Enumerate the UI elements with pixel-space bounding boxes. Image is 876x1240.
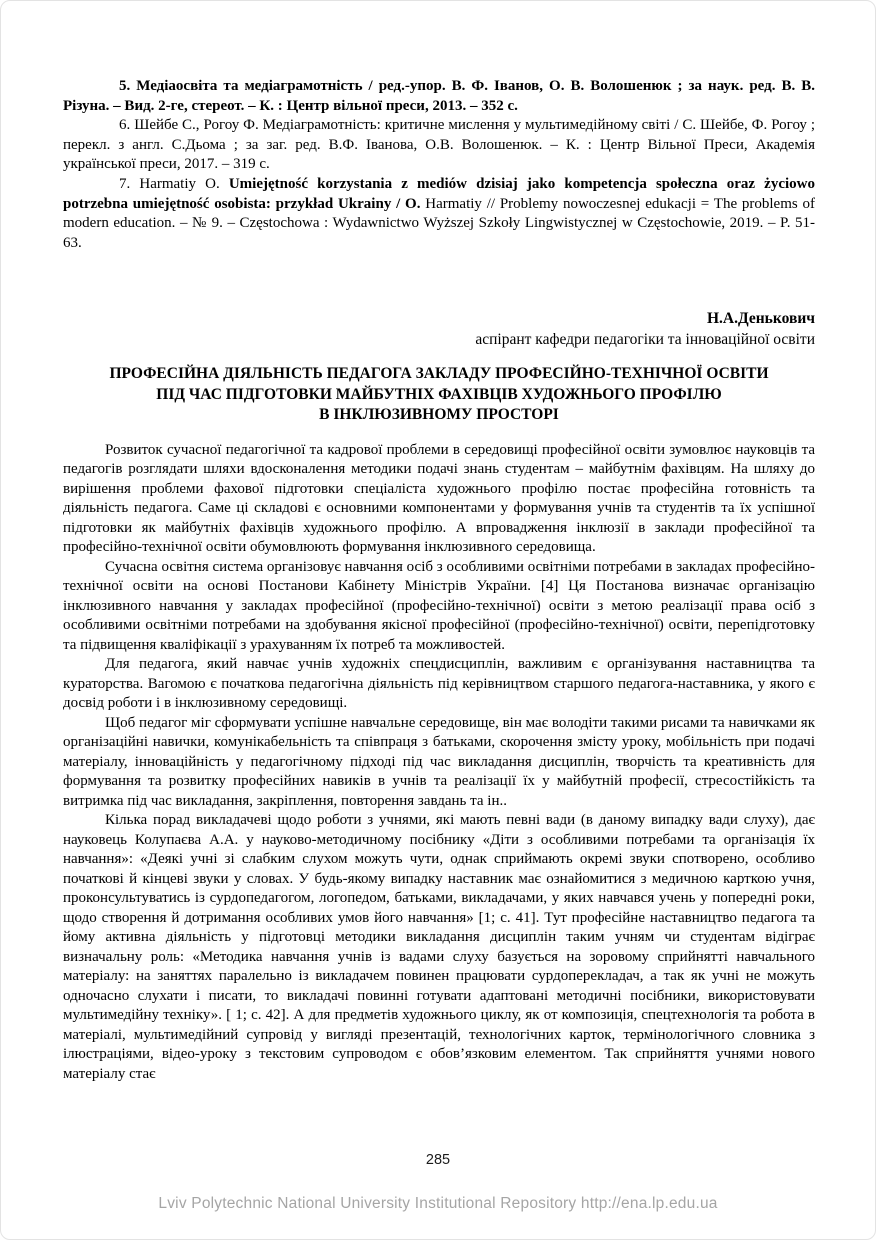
title-line-3: В ІНКЛЮЗИВНОМУ ПРОСТОРІ	[319, 406, 559, 424]
page-number: 285	[425, 1152, 451, 1168]
title-line-2: ПІД ЧАС ПІДГОТОВКИ МАЙБУТНІХ ФАХІВЦІВ ХУДОЖНЬОГО ПРОФІЛЮ	[156, 385, 722, 403]
reference-item-7	[63, 175, 815, 253]
author-affiliation: аспірант кафедри педагогіки та інноваційної освіти	[475, 330, 815, 348]
page-content	[63, 77, 815, 1084]
body-paragraph-5: Кілька порад викладачеві щодо роботи з учнями, які мають певні вади (в даному випадку вади слуху), дає науковець Колупаєва А.А. у науково-методичному посібнику «Діти з особливими потребами та організація їх навчання»: «Деякі учні зі слабким слухом можуть чути, однак сприймають окремі звуки спотворено, особливо початкові й кінцеві звуки у словах. У будь-якому випадку наставник має ознайомитися з медичною карткою учня, проконсультуватись із сурдопедагогом, логопедом, батьками, викладачами, у яких навчався учень у попередні роки, щодо створення й дотримання особливих умов його навчання» [1; с. 41]. Тут професійне наставництво педагога та йому активна діяльність у підготовці методики викладання дисциплін таким учням чи студентам відіграє визначальну роль: «Методика навчання учнів із вадами слуху базується на зоровому сприйнятті навчального матеріалу: на заняттях паралельно із викладачем повинен працювати сурдоперекладач, а так як учні не можуть одночасно слухати і писати, то викладачі повинні готувати адаптовані методичні посібники, використовувати мультимедійну техніку». [ 1; с. 42]. А для предметів художнього циклу, як от композиція, спецтехнологія та робота в матеріалі, мультимедійний супровід у вигляді презентацій, технологічних карток, термінологічного словника з ілюстраціями, відео-уроку з текстовим супроводом є обов’язковим елементом. Так сприйняття учнями нового матеріалу стає	[63, 812, 815, 1082]
reference-item-5: 5. Медіаосвіта та медіаграмотність / ред.-упор. В. Ф. Іванов, О. В. Волошенюк ; за наук. ред. В. В. Різуна. – Вид. 2-ге, стереот. – К. : Центр вільної преси, 2013. – 352 с.	[63, 78, 815, 114]
reference-7-title: Umiejętność korzystania z mediów dzisiaj jako kompetencja społeczna oraz życiowo potrzebna umiejętność osobista: przykład Ukrainy / O.	[63, 175, 815, 212]
body-paragraph-3: Для педагога, який навчає учнів художніх спецдисциплін, важливим є організування наставництва та кураторства. Вагомою є початкова педагогічна діяльність під керівництвом старшого педагога-наставника, у якого є досвід роботи і в інклюзивному середовищі.	[63, 656, 815, 712]
body-paragraph-1: Розвиток сучасної педагогічної та кадрової проблеми в середовищі професійної освіти зумовлює науковців та педагогів розглядати шляхи вдосконалення методики подачі знань студентам – майбутнім фахівцям. На шляху до вирішення проблеми фахової підготовки спеціаліста художнього профілю постає професійна готовність та діяльність педагога. Саме ці складові є основними компонентами у формування учнів та студентів та їх успішної підготовки як майбутніх фахівців художнього профілю. А впровадження інклюзії в заклади професійної та професійно-технічної освіти обумовлюють формування інклюзивного середовища.	[63, 441, 815, 556]
author-block	[63, 309, 815, 350]
body-paragraph-2: Сучасна освітня система організовує навчання осіб з особливими освітніми потребами в закладах професійно-технічної освіти на основі Постанови Кабінету Міністрів України. [4] Ця Постанова визначає організацію інклюзивного навчання у закладах професійної (професійно-технічної) освіти з метою реалізації права осіб з особливими освітніми потребами на здобування якісної професійної (професійно-технічної) освіти, перепідготовку та підвищення кваліфікації з урахуванням їх потреб та можливостей.	[63, 558, 815, 653]
article-title	[63, 364, 815, 426]
reference-7-prefix: 7. Harmatiy O.	[119, 175, 229, 192]
title-line-1: ПРОФЕСІЙНА ДІЯЛЬНІСТЬ ПЕДАГОГА ЗАКЛАДУ ПРОФЕСІЙНО-ТЕХНІЧНОЇ ОСВІТИ	[109, 365, 769, 383]
author-name: Н.А.Денькович	[707, 310, 815, 328]
reference-7-rest: Harmatiy // Problemy nowoczesnej edukacji = The problems of modern education. – № 9. – Częstochowa : Wydawnictwo Wyższej Szkoły Lingwistycznej w Częstochowie, 2019. – P. 51-63.	[63, 195, 815, 251]
body-paragraph-4: Щоб педагог міг сформувати успішне навчальне середовище, він має володіти такими рисами та навичками як організаційні навички, комунікабельність та співпраця з батьками, скорочення змісту уроку, мобільність при подачі матеріалу, інноваційність у педагогічному підході під час викладання дисциплін, творчість та креативність для формування та розвитку професійних навиків в учнів та реалізації їх у майбутній професії, стресостійкість та витримка під час викладання, закріплення, повторення завдань та ін..	[63, 714, 815, 809]
reference-item-6: 6. Шейбе С., Рогоу Ф. Медіаграмотність: критичне мислення у мультимедійному світі / С. Шейбе, Ф. Рогоу ; перекл. з англ. С.Дьома ; за заг. ред. В.Ф. Іванова, О.В. Волошенюк. – К. : Центр Вільної Преси, Академія української преси, 2017. – 319 с.	[63, 117, 815, 173]
repository-footer: Lviv Polytechnic National University Institutional Repository http://ena.lp.edu.ua	[158, 1195, 718, 1212]
